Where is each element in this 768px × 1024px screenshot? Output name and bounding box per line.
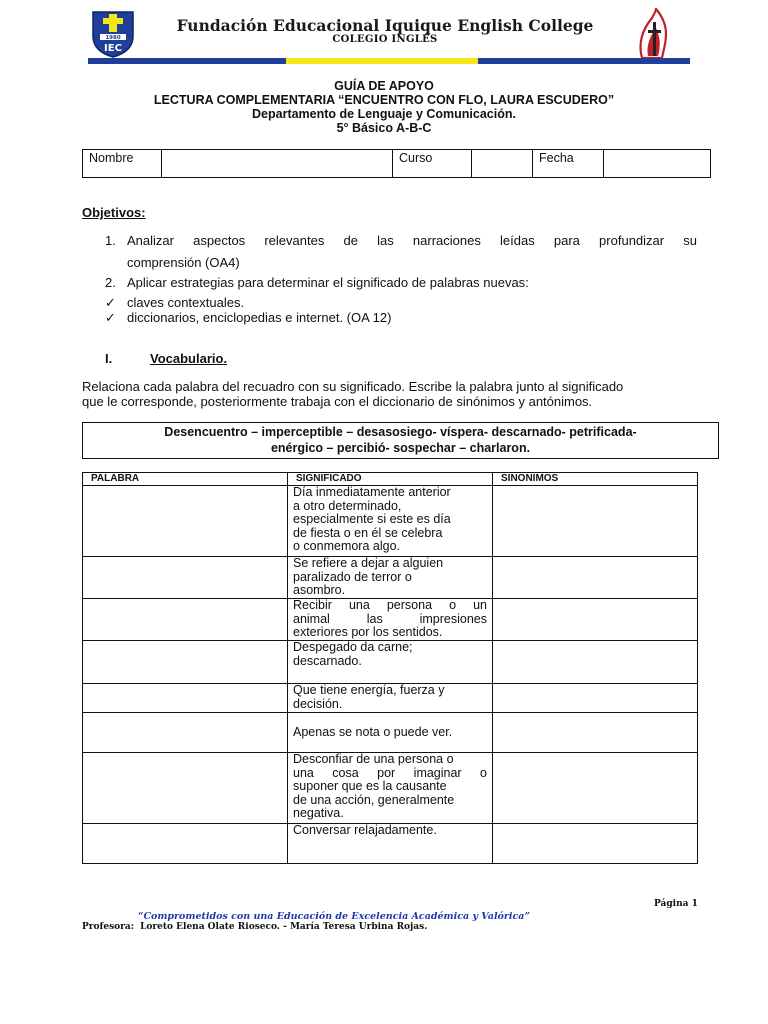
department: Departamento de Lenguaje y Comunicación. <box>252 107 516 121</box>
synonym-cell[interactable] <box>493 713 698 753</box>
table-row <box>83 486 698 557</box>
course-label: Curso <box>393 150 472 178</box>
meaning-cell <box>288 684 493 713</box>
header-band-left <box>88 58 286 64</box>
meaning-line: paralizado de terror o <box>293 569 412 584</box>
section-title: Vocabulario. <box>150 351 228 366</box>
meaning-line: de una acción, generalmente <box>293 792 455 807</box>
synonym-cell[interactable] <box>493 599 698 641</box>
teachers-label: Profesora: <box>82 922 135 932</box>
teachers-names: Loreto Elena Olate Rioseco. - María Teresa Urbina Rojas. <box>140 922 428 932</box>
word-cell[interactable] <box>83 753 288 824</box>
word-cell[interactable] <box>83 599 288 641</box>
checkmark-icon: ✓ <box>105 295 116 310</box>
table-row <box>83 684 698 713</box>
check-text: diccionarios, enciclopedias e internet. (OA 12) <box>127 310 392 325</box>
word-cell[interactable] <box>83 486 288 557</box>
header-band-right <box>478 58 690 64</box>
meaning-cell <box>288 486 493 557</box>
word-box-line-1: Desencuentro – imperceptible – desasosiego- víspera- descarnado- petrificada- <box>164 425 637 439</box>
checkmark-icon: ✓ <box>105 310 116 325</box>
meaning-line: Apenas se nota o puede ver. <box>293 724 453 739</box>
meaning-cell <box>288 557 493 599</box>
header-sinonimos: SINONIMOS <box>493 473 698 486</box>
word-box-line-2: enérgico – percibió- sospechar – charlaron. <box>270 441 531 455</box>
meaning-line: Se refiere a dejar a alguien <box>293 556 444 570</box>
institution-name: Fundación Educacional Iquique English College <box>176 16 594 35</box>
student-info-table <box>82 149 711 178</box>
meaning-line: especialmente si este es día <box>293 512 451 527</box>
date-field[interactable] <box>604 150 711 178</box>
word-cell[interactable] <box>83 641 288 684</box>
svg-text:IEC: IEC <box>104 43 122 54</box>
word-cell[interactable] <box>83 557 288 599</box>
header-significado: SIGNIFICADO <box>288 473 493 486</box>
objective-number: 1. <box>105 233 116 248</box>
meaning-cell <box>288 713 493 753</box>
word-cell[interactable] <box>83 713 288 753</box>
synonym-cell[interactable] <box>493 824 698 864</box>
meaning-line: suponer que es la causante <box>293 779 447 794</box>
school-name: COLEGIO INGLÉS <box>332 34 438 45</box>
table-row <box>83 599 698 641</box>
teachers-line <box>82 922 433 932</box>
meaning-line: de fiesta o en él se celebra <box>293 525 443 540</box>
meaning-cell <box>288 753 493 824</box>
meaning-line: Conversar relajadamente. <box>293 823 437 837</box>
vocabulary-table <box>82 472 698 864</box>
instruction-line-2: que le corresponde, posteriormente trabaja con el diccionario de sinónimos y antónimos. <box>82 394 593 409</box>
synonym-cell[interactable] <box>493 557 698 599</box>
meaning-line: Desconfiar de una persona o <box>293 752 454 766</box>
date-label: Fecha <box>533 150 604 178</box>
meaning-line: a otro determinado, <box>293 498 402 513</box>
meaning-line: animal las impresiones <box>293 611 487 626</box>
meaning-line: descarnado. <box>293 653 362 668</box>
page-number: Página 1 <box>654 899 698 909</box>
guide-title: GUÍA DE APOYO <box>334 79 434 93</box>
name-field[interactable] <box>162 150 393 178</box>
name-label: Nombre <box>83 150 162 178</box>
table-row <box>83 824 698 864</box>
meaning-cell <box>288 641 493 684</box>
svg-text:1980: 1980 <box>105 35 121 41</box>
word-cell[interactable] <box>83 684 288 713</box>
check-item-2 <box>105 310 391 326</box>
check-item-1 <box>105 295 244 311</box>
synonym-cell[interactable] <box>493 753 698 824</box>
meaning-cell <box>288 824 493 864</box>
methodist-cross-flame-logo <box>632 8 676 60</box>
meaning-cell <box>288 599 493 641</box>
header-band-center <box>286 58 478 64</box>
objectives-title: Objetivos: <box>82 205 146 220</box>
table-row <box>83 713 698 753</box>
section-number: I. <box>105 351 113 366</box>
synonym-cell[interactable] <box>493 684 698 713</box>
objective-text: Aplicar estrategias para determinar el significado de palabras nuevas: <box>127 275 529 290</box>
table-row <box>83 641 698 684</box>
reading-title: LECTURA COMPLEMENTARIA “ENCUENTRO CON FLO, LAURA ESCUDERO” <box>153 93 615 107</box>
meaning-line: exteriores por los sentidos. <box>293 625 443 640</box>
objective-text-cont: comprensión (OA4) <box>127 255 240 270</box>
synonym-cell[interactable] <box>493 641 698 684</box>
instruction-line-1: Relaciona cada palabra del recuadro con su significado. Escribe la palabra junto al significado <box>82 379 624 394</box>
table-row <box>83 753 698 824</box>
word-cell[interactable] <box>83 824 288 864</box>
meaning-line: negativa. <box>293 806 344 821</box>
meaning-line: Despegado da carne; <box>293 640 413 654</box>
meaning-line: asombro. <box>293 583 346 598</box>
school-motto: “Comprometidos con una Educación de Excelencia Académica y Valórica” <box>138 911 530 922</box>
meaning-line: Día inmediatamente anterior <box>293 485 451 499</box>
header-palabra: PALABRA <box>83 473 288 486</box>
word-box <box>82 422 719 459</box>
objective-text: Analizar aspectos relevantes de las narraciones leídas para profundizar su <box>127 233 697 248</box>
table-row <box>83 557 698 599</box>
meaning-line: o conmemora algo. <box>293 539 401 554</box>
meaning-line: una cosa por imaginar o <box>293 765 487 780</box>
school-crest-logo <box>88 8 138 58</box>
grade: 5° Básico A-B-C <box>336 121 432 135</box>
meaning-line: Recibir una persona o un <box>293 598 487 612</box>
course-field[interactable] <box>472 150 533 178</box>
synonym-cell[interactable] <box>493 486 698 557</box>
meaning-line: decisión. <box>293 696 343 711</box>
check-text: claves contextuales. <box>127 295 245 310</box>
meaning-line: Que tiene energía, fuerza y <box>293 683 445 697</box>
objective-number: 2. <box>105 275 116 290</box>
